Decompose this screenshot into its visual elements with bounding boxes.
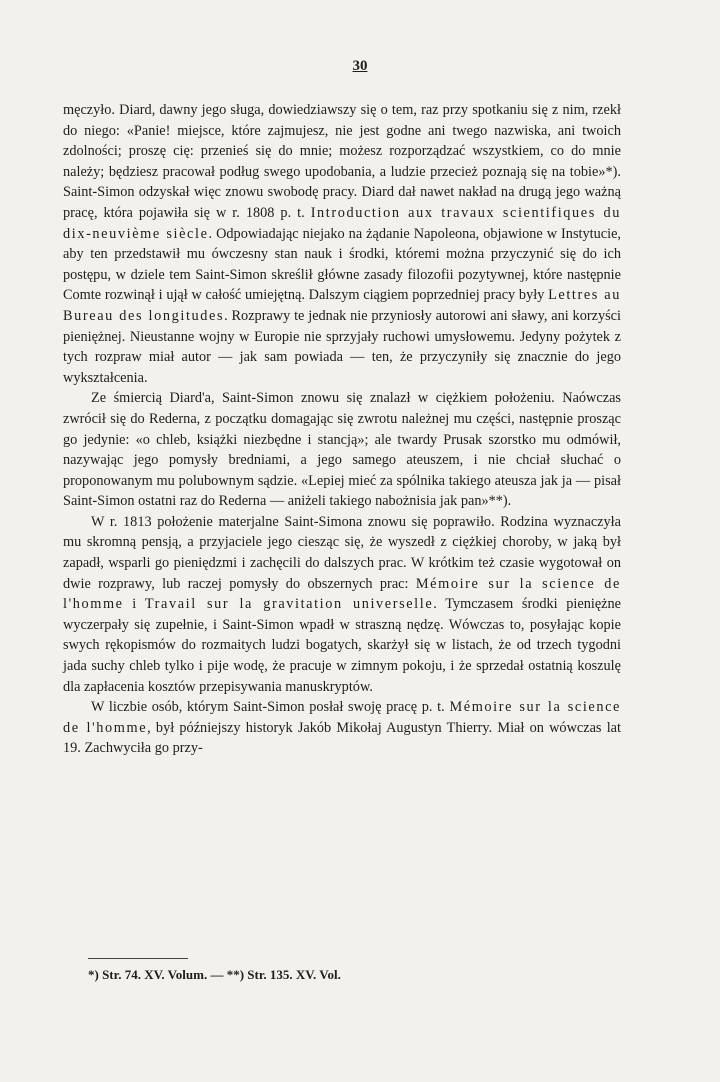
text-run: W r. 1813 położenie materjalne Saint-Simona znowu się poprawiło. Rodzina wyznaczyła mu skromną pensją, a przyjaciele jego ciesząc się, że wyszedł z ciężkiej choroby, w jaką był zapadł, wsparli go pieniędzmi i zachęcili do dalszych prac. W krótkim też czasie wygotował on dwie rozprawy, lub raczej pomysły do obszernych prac: xyxy=(63,513,621,592)
page-number: 30 xyxy=(352,58,368,74)
body-text xyxy=(63,100,621,759)
text-run: W liczbie osób, którym Saint-Simon posłał swoję pracę p. t. xyxy=(91,699,450,716)
text-run: Ze śmiercią Diard'a, Saint-Simon znowu się znalazł w ciężkiem położeniu. Naówczas zwrócił się do Rederna, z początku domagając się zwrotu należnej mu części, następnie prosząc go jedynie: «o chleb, książki niezbędne i stancją»; ale twardy Prusak szorstko mu odmówił, nazywając jego pomysły bredniami, a jego samego ateuszem, i nie chciał słuchać o proponowanym mu polubownym sądzie. «Lepiej mieć za spólnika takiego ateusza jak ja — pisał Saint-Simon ostatni raz do Rederna — aniżeli takiego nabożnisia jak pan»**). xyxy=(63,390,621,510)
footnote-divider xyxy=(88,958,188,959)
text-run: i xyxy=(123,596,145,613)
text-run: . Odpowiadając niejako na żądanie Napoleona, objawione w Instytucie, aby ten przedstawił mu ówczesny stan nauk i środki, któremi można przyczynić się do ich postępu, w dziele tem Saint-Simon skreślił główne zasady filozofii pozytywnej, które następnie Comte rozwinął i ujął w całość umiejętną. Dalszym ciągiem poprzedniej pracy były xyxy=(63,225,621,304)
paragraph-3 xyxy=(63,512,621,697)
spaced-title: Mémoire sur la science de l'homme xyxy=(63,699,621,736)
text-run: męczyło. Diard, dawny jego sługa, dowiedziawszy się o tem, raz przy spotkaniu się z nim, rzekł do niego: «Panie! miejsce, które zajmujesz, nie jest godne ani twego nazwiska, ani twoich zdolności; proszę cię: przenieś się do mnie; możesz rozporządzać wszystkiem, co do mnie należy; będziesz pracował podług swego upodobania, a ludzie przecież poznają się na tobie»*). Saint-Simon odzyskał więc znowu swobodę pracy. Diard dał nawet nakład na drugą jego ważną pracę, która pojawiła się w r. 1808 p. t. xyxy=(63,102,621,221)
spaced-title: Introduction aux travaux scientifiques du dix-neuvième siècle xyxy=(63,204,622,242)
paragraph-1 xyxy=(63,100,621,388)
text-run: , był późniejszy historyk Jakób Mikołaj Augustyn Thierry. Miał on wówczas lat 19. Zachwyciła go przy- xyxy=(63,719,621,757)
paragraph-4 xyxy=(63,697,621,759)
paragraph-2 xyxy=(63,388,621,512)
text-run: . Rozprawy te jednak nie przyniosły autorowi ani sławy, ani korzyści pieniężnej. Nieustanne wojny w Europie nie sprzyjały ruchowi umysłowemu. Jedyny pożytek z tych rozpraw miał autor — jak sam powiada — ten, że przyczyniły się znacznie do jego wykształcenia. xyxy=(63,307,621,386)
spaced-title: Mémoire sur la science de l'homme xyxy=(63,575,622,613)
footnote: *) Str. 74. XV. Volum. — **) Str. 135. XV. Vol. xyxy=(88,967,341,982)
text-run: . Tymczasem środki pieniężne wyczerpały się zupełnie, i Saint-Simon wpadł w straszną nędzę. Wówczas to, posyłając kopie swych rękopismów do rozmaitych ludzi bogatych, skarżył się w listach, że od trzech tygodni jada suchy chleb tylko i pije wodę, że pracuje w zimnym pokoju, i że sprzedał ostatnią koszulę dla zapłacenia kosztów przepisywania manuskryptów. xyxy=(63,596,621,695)
spaced-title: Travail sur la gravitation universelle xyxy=(144,596,434,613)
spaced-title: Lettres au Bureau des longitudes xyxy=(63,287,621,324)
